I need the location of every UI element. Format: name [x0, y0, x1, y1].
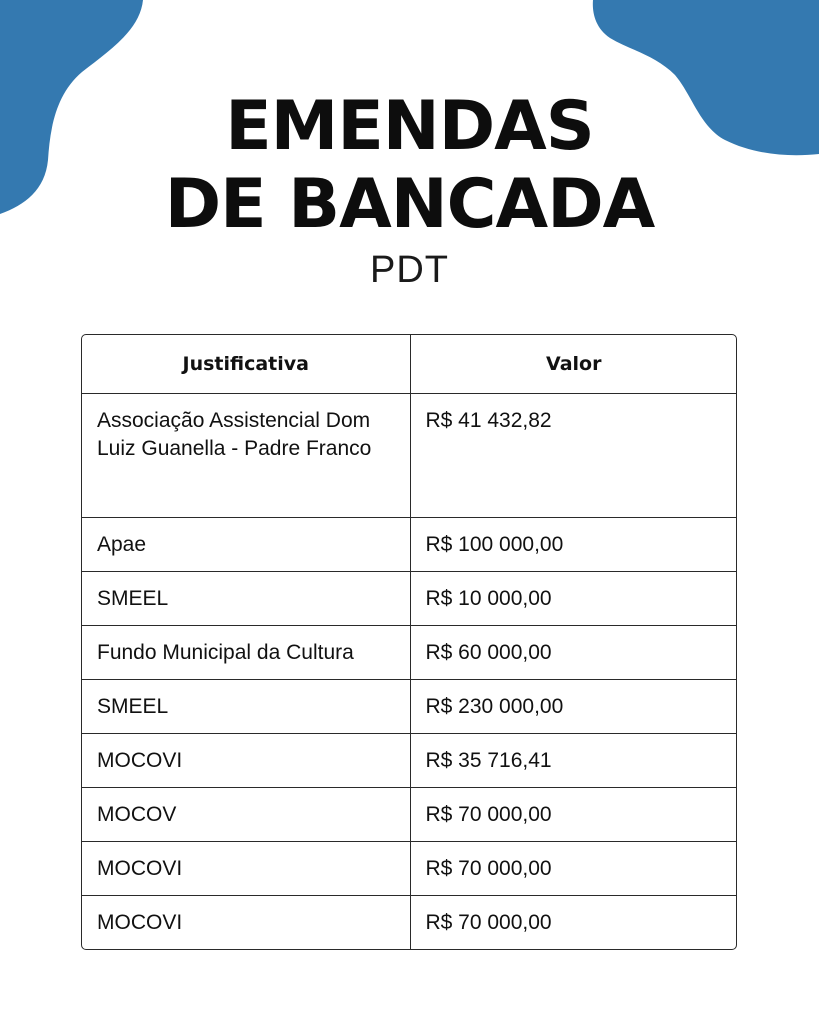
- table-row: [82, 842, 737, 896]
- amendments-table: [81, 334, 737, 950]
- cell-valor: R$ 70 000,00: [410, 842, 737, 896]
- cell-valor: R$ 35 716,41: [410, 734, 737, 788]
- cell-valor: R$ 70 000,00: [410, 788, 737, 842]
- cell-valor: R$ 70 000,00: [410, 896, 737, 950]
- cell-valor: R$ 230 000,00: [410, 680, 737, 734]
- cell-justificativa: MOCOV: [82, 788, 410, 842]
- cell-valor: R$ 41 432,82: [410, 394, 737, 518]
- table-row: [82, 572, 737, 626]
- cell-justificativa: Associação Assistencial Dom Luiz Guanella - Padre Franco: [97, 409, 372, 460]
- table-row: [82, 680, 737, 734]
- table-row: [82, 518, 737, 572]
- table-header-row: [82, 335, 737, 394]
- column-header-justificativa: Justificativa: [82, 335, 410, 394]
- cell-justificativa: Apae: [82, 518, 410, 572]
- table-row: [82, 896, 737, 950]
- cell-valor: R$ 60 000,00: [410, 626, 737, 680]
- cell-justificativa: Fundo Municipal da Cultura: [82, 626, 410, 680]
- column-header-valor: Valor: [410, 335, 737, 394]
- table-row: [82, 394, 737, 518]
- cell-justificativa: MOCOVI: [82, 896, 410, 950]
- page-title-line-1: EMENDAS: [225, 87, 594, 166]
- table-row: [82, 788, 737, 842]
- page-title-line-2: DE BANCADA: [164, 165, 655, 244]
- cell-valor: R$ 100 000,00: [410, 518, 737, 572]
- title-block: [0, 88, 819, 292]
- cell-justificativa: SMEEL: [82, 680, 410, 734]
- cell-valor: R$ 10 000,00: [410, 572, 737, 626]
- cell-justificativa: MOCOVI: [82, 842, 410, 896]
- page-subtitle: PDT: [370, 249, 449, 291]
- cell-justificativa: SMEEL: [82, 572, 410, 626]
- table-row: [82, 734, 737, 788]
- cell-justificativa: MOCOVI: [82, 734, 410, 788]
- table-row: [82, 626, 737, 680]
